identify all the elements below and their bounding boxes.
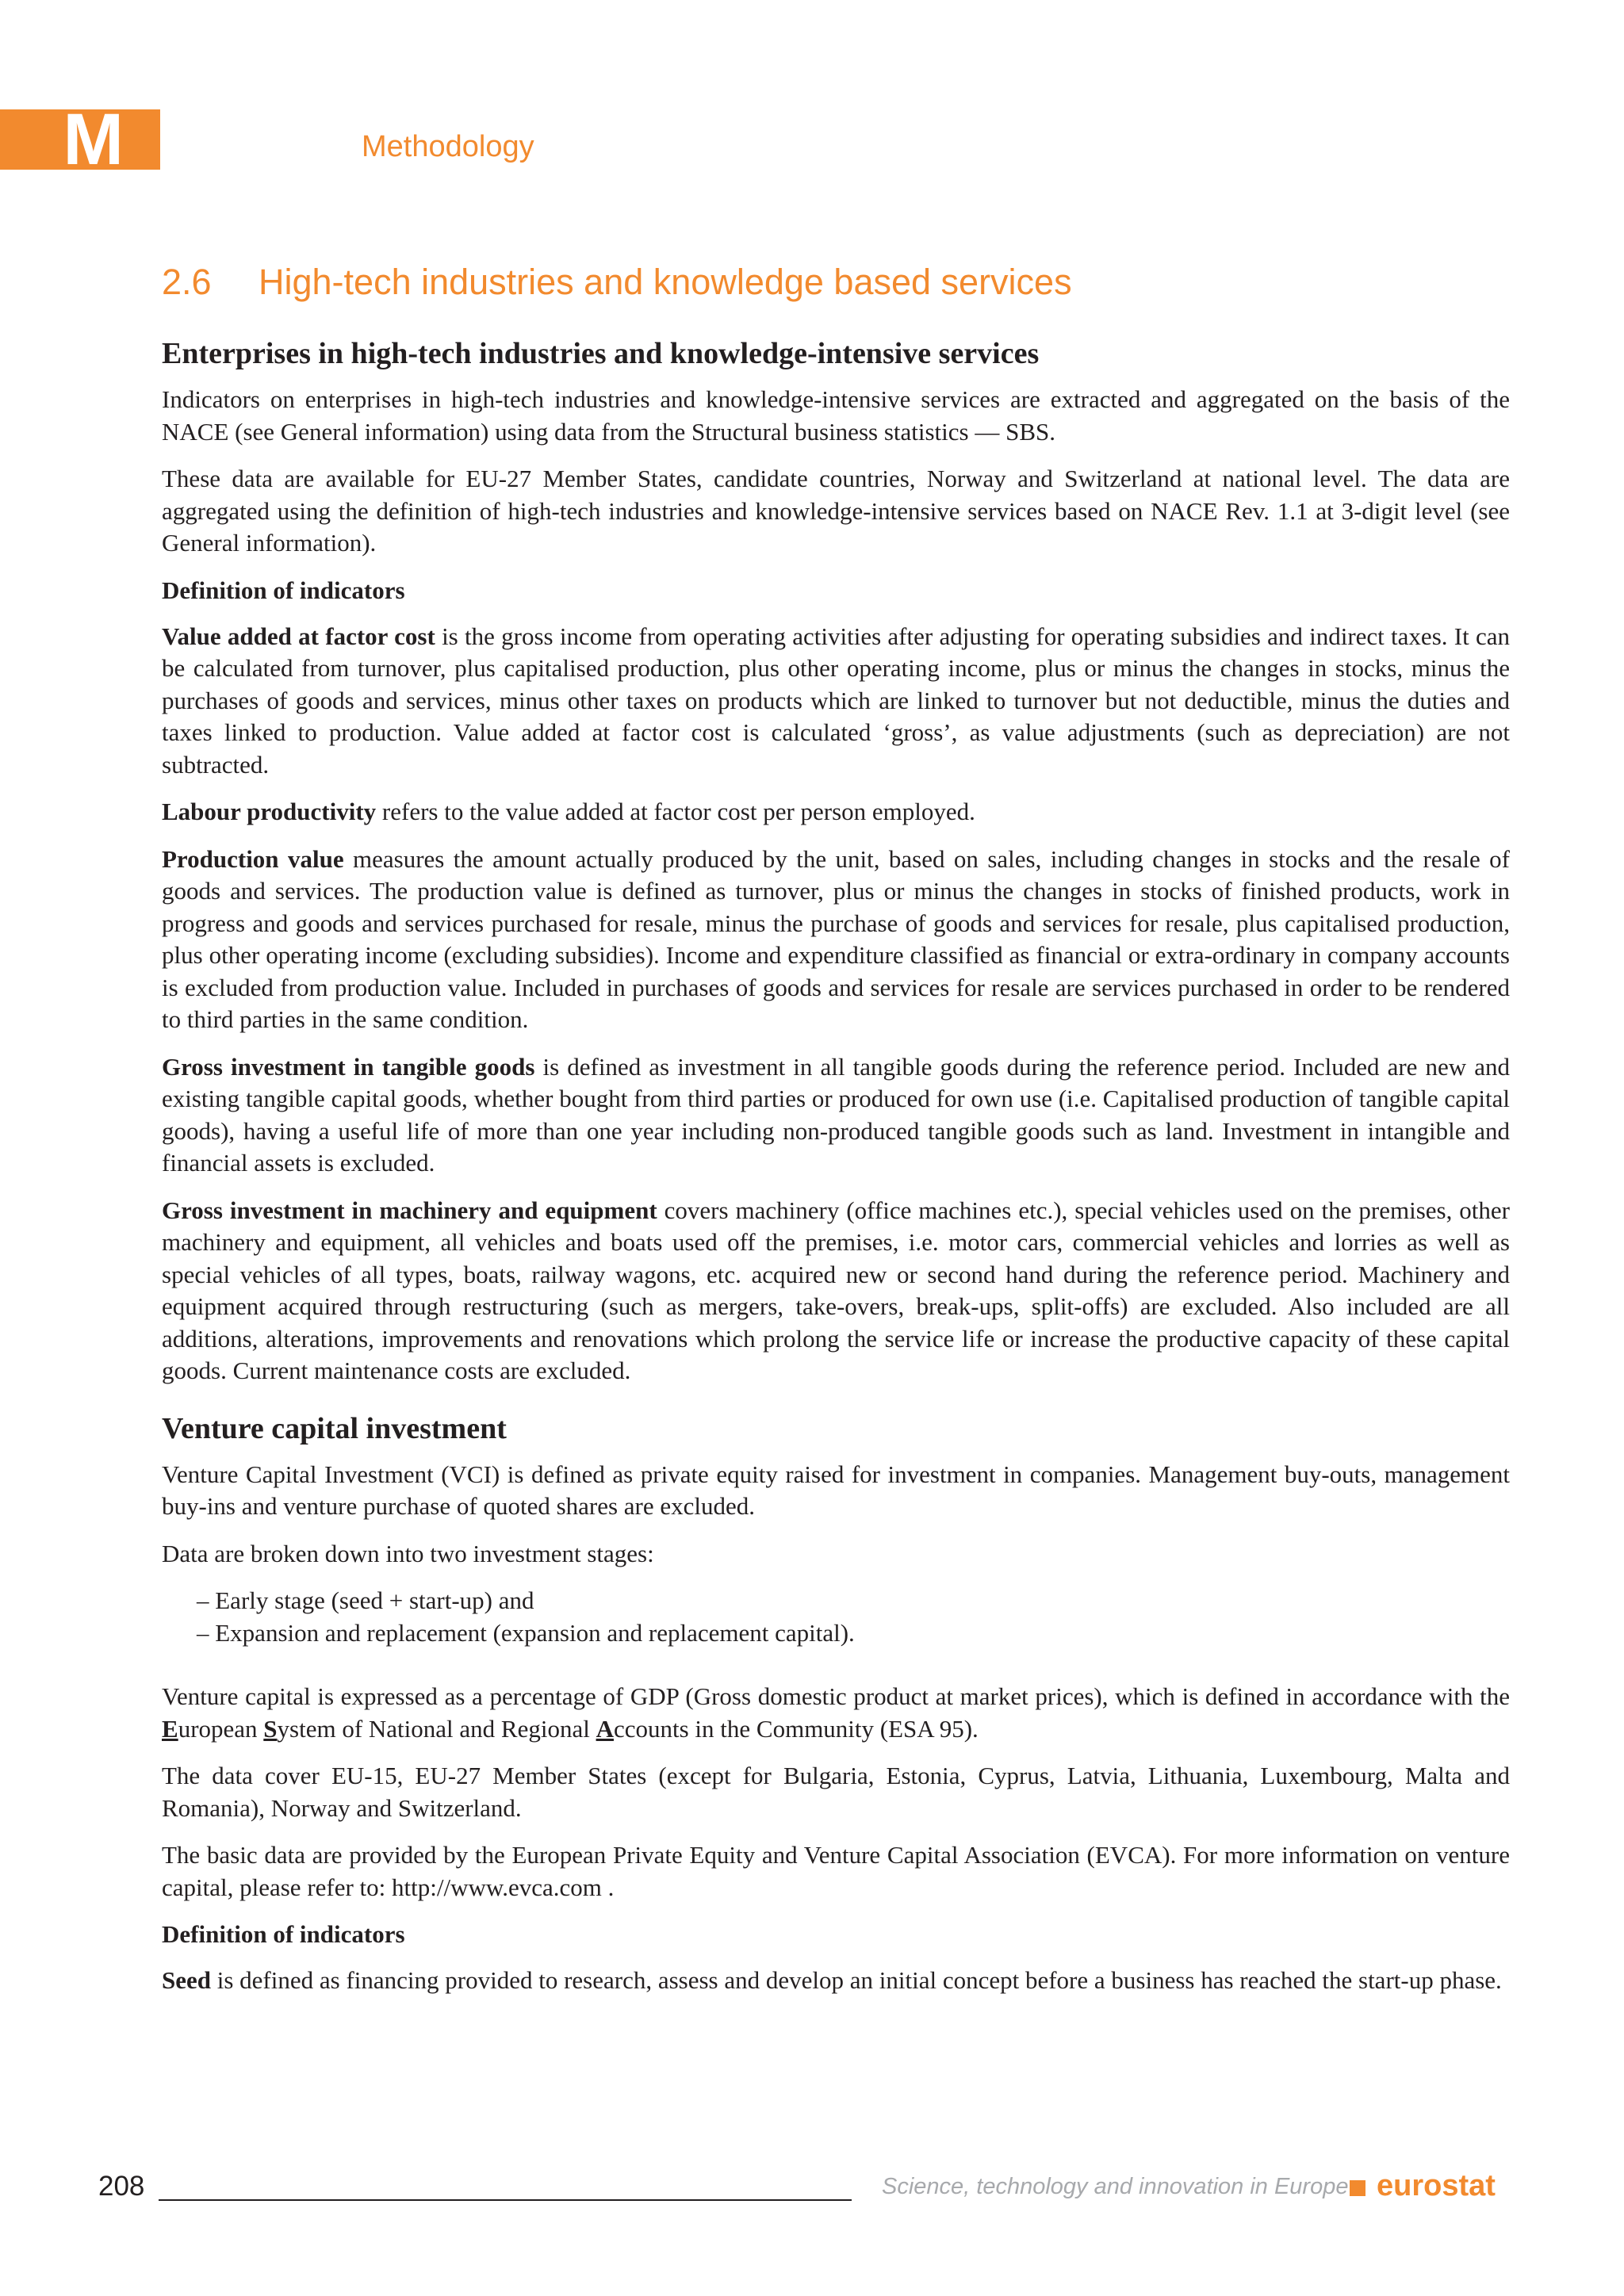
investment-stages-list	[162, 1585, 1510, 1649]
venture-paragraph-4: The data cover EU-15, EU-27 Member States (except for Bulgaria, Estonia, Cyprus, Latvia, Lithuania, Luxembourg, Malta and Romania), Norway and Switzerland.	[162, 1762, 1510, 1822]
brand-logo: eurostat	[1377, 2169, 1496, 2202]
chapter-tab-letter: M	[63, 99, 122, 180]
definition-value-added	[162, 621, 1510, 782]
chapter-tab	[0, 99, 160, 180]
definition-text: is defined as financing provided to research, assess and develop an initial concept before a business has reached the start-up phase.	[211, 1966, 1502, 1994]
definition-production-value	[162, 844, 1510, 1036]
definition-text: is the gross income from operating activities after adjusting for operating subsidies and indirect taxes. It can be calculated from turnover, plus capitalised production, plus other operating income, plus or minus the changes in stocks, minus the purchases of goods and services, minus other taxes on products which are linked to turnover but not deductible, minus the duties and taxes linked to production. Value added at factor cost is calculated ‘gross’, as value adjustments (such as depreciation) are not subtracted.	[162, 622, 1510, 779]
esa-letter-a: A	[596, 1714, 614, 1743]
definition-text: measures the amount actually produced by the unit, based on sales, including changes in stocks and the resale of goods and services. The production value is defined as turnover, plus or minus the changes in stocks of finished products, work in progress and goods and services purchased for resale, minus the purchase of goods and services for resale, plus capitalised production, plus other operating income (excluding subsidies). Income and expenditure classified as financial or extra-ordinary in company accounts is excluded from production value. Included in purchases of goods and services for resale are services purchased in order to be rendered to third parties in the same condition.	[162, 844, 1510, 1033]
definition-term: Production value	[162, 844, 344, 873]
definition-labour-productivity	[162, 796, 1510, 828]
definition-term: Value added at factor cost	[162, 622, 435, 650]
venture-paragraph-1: Venture Capital Investment (VCI) is defined as private equity raised for investment in companies. Management buy-outs, management buy-ins and venture purchase of quoted shares are excluded.	[162, 1460, 1510, 1520]
list-item: – Early stage (seed + start-up) and	[197, 1586, 534, 1614]
definition-term: Gross investment in tangible goods	[162, 1052, 535, 1081]
definition-text: refers to the value added at factor cost per person employed.	[376, 798, 975, 825]
definition-text: is defined as investment in all tangible goods during the reference period. Included are new and existing tangible capital goods, whether bought from third parties or produced for own use (i.e. Capitalised production of tangible capital goods), having a useful life of more than one year including non-produced tangible goods such as land. Investment in intangible and financial assets is excluded.	[162, 1052, 1510, 1177]
definition-gross-investment-machinery	[162, 1195, 1510, 1387]
text-span: Venture capital is expressed as a percentage of GDP (Gross domestic product at market prices), which is defined in accordance with the	[162, 1682, 1510, 1710]
page-number: 208	[98, 2171, 145, 2202]
enterprises-heading: Enterprises in high-tech industries and knowledge-intensive services	[162, 337, 1040, 370]
chapter-title: Methodology	[362, 130, 534, 163]
text-span: ystem of National and Regional	[277, 1714, 596, 1743]
page-content	[162, 262, 1510, 2012]
section-number: 2.6	[162, 262, 212, 302]
brand-square-icon	[1350, 2180, 1365, 2196]
venture-paragraph-2: Data are broken down into two investment stages:	[162, 1539, 654, 1567]
text-span: ccounts in the Community (ESA 95).	[613, 1714, 979, 1743]
footer-rule	[159, 2199, 852, 2201]
venture-paragraph-5: The basic data are provided by the European Private Equity and Venture Capital Association (EVCA). For more information on venture capital, please refer to: http://www.evca.com .	[162, 1841, 1510, 1901]
definitions-heading: Definition of indicators	[162, 576, 405, 604]
definition-term: Labour productivity	[162, 798, 377, 825]
publication-title: Science, technology and innovation in Europe	[882, 2174, 1349, 2199]
definition-seed	[162, 1965, 1510, 1997]
definition-gross-investment-tangible	[162, 1051, 1510, 1180]
venture-heading: Venture capital investment	[162, 1411, 507, 1445]
definition-term: Seed	[162, 1966, 211, 1994]
definitions-heading-2: Definition of indicators	[162, 1920, 405, 1948]
text-span: uropean	[178, 1714, 264, 1743]
esa-letter-e: E	[162, 1714, 178, 1743]
section-title-text: High-tech industries and knowledge based services	[259, 262, 1072, 302]
page-footer	[0, 2163, 1624, 2210]
list-item: – Expansion and replacement (expansion and replacement capital).	[197, 1618, 855, 1647]
esa-letter-s: S	[263, 1714, 278, 1743]
venture-paragraph-3	[162, 1681, 1510, 1745]
section-title	[162, 262, 1510, 303]
definition-text: covers machinery (office machines etc.), special vehicles used on the premises, other machinery and equipment, all vehicles and boats used off the premises, i.e. motor cars, commercial vehicles and lorries as well as special vehicles of all types, boats, railway wagons, etc. acquired new or second hand during the reference period. Machinery and equipment acquired through restructuring (such as mergers, take-overs, break-ups, split-offs) are excluded. Also included are all additions, alterations, improvements and renovations which prolong the service life or increase the productive capacity of these capital goods. Current maintenance costs are excluded.	[162, 1196, 1510, 1384]
definition-term: Gross investment in machinery and equipment	[162, 1196, 657, 1224]
enterprises-paragraph-2: These data are available for EU-27 Member States, candidate countries, Norway and Switzerland at national level. The data are aggregated using the definition of high-tech industries and knowledge-intensive services based on NACE Rev. 1.1 at 3-digit level (see General information).	[162, 465, 1510, 557]
enterprises-paragraph-1: Indicators on enterprises in high-tech industries and knowledge-intensive services are extracted and aggregated on the basis of the NACE (see General information) using data from the Structural business statistics — SBS.	[162, 385, 1510, 446]
